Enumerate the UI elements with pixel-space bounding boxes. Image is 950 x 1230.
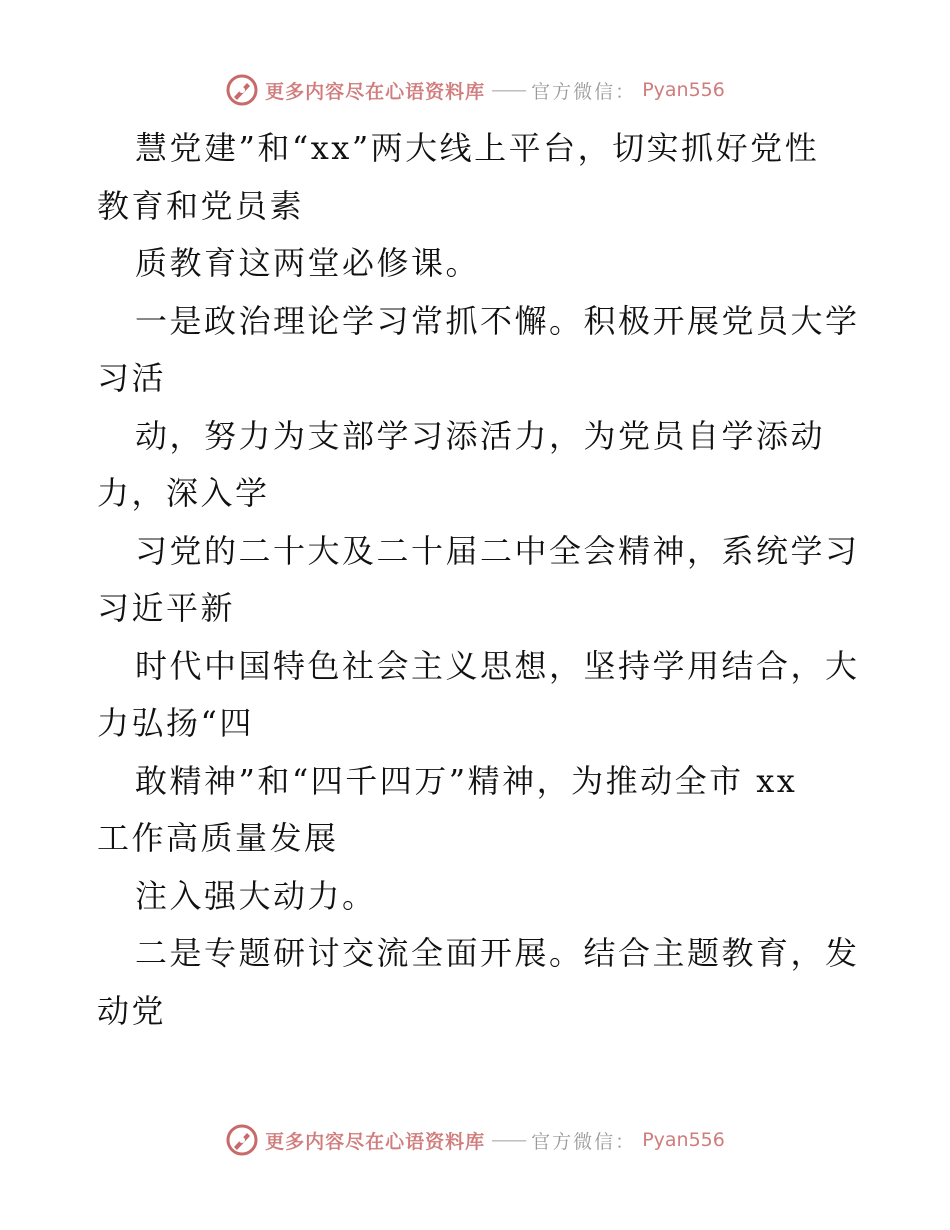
- watermark-tag: 官方微信：: [531, 80, 637, 103]
- watermark-separator: ——: [491, 1129, 526, 1151]
- text-line: 一是政治理论学习常抓不懈。积极开展党员大学: [135, 301, 860, 340]
- pen-circle-logo-icon: [225, 73, 259, 107]
- watermark-id: Pyan556: [642, 79, 725, 101]
- text-line: 动党: [97, 991, 167, 1030]
- watermark-id: Pyan556: [642, 1129, 725, 1151]
- text-line: 时代中国特色社会主义思想，坚持学用结合，大: [135, 646, 860, 685]
- text-line: 动，努力为支部学习添活力，为党员自学添动: [135, 416, 826, 455]
- text-line: 习党的二十大及二十届二中全会精神，系统学习: [135, 531, 860, 570]
- pen-circle-logo-icon: [225, 1123, 259, 1157]
- text-line: 力，深入学: [97, 474, 270, 512]
- text-line: 慧党建”和“xx”两大线上平台，切实抓好党性: [135, 129, 820, 167]
- watermark-brand: 更多内容尽在心语资料库: [265, 1130, 486, 1153]
- watermark-brand: 更多内容尽在心语资料库: [265, 80, 486, 103]
- text-line: 注入强大动力。: [135, 876, 377, 915]
- text-line: 习活: [97, 359, 167, 397]
- text-line: 习近平新: [97, 589, 236, 627]
- text-line: 教育和党员素: [97, 186, 305, 225]
- text-line: 工作高质量发展: [97, 819, 339, 857]
- text-line: 敢精神”和“四千四万”精神，为推动全市 xx: [135, 761, 798, 800]
- text-line: 二是专题研讨交流全面开展。结合主题教育，发: [135, 934, 860, 972]
- text-line: 力弘扬“四: [97, 704, 254, 742]
- watermark-tag: 官方微信：: [531, 1130, 637, 1153]
- footer-watermark: [0, 1120, 950, 1160]
- watermark-separator: ——: [491, 79, 526, 101]
- header-watermark: [0, 70, 950, 110]
- document-body: [97, 120, 860, 1040]
- text-line: 质教育这两堂必修课。: [135, 244, 481, 282]
